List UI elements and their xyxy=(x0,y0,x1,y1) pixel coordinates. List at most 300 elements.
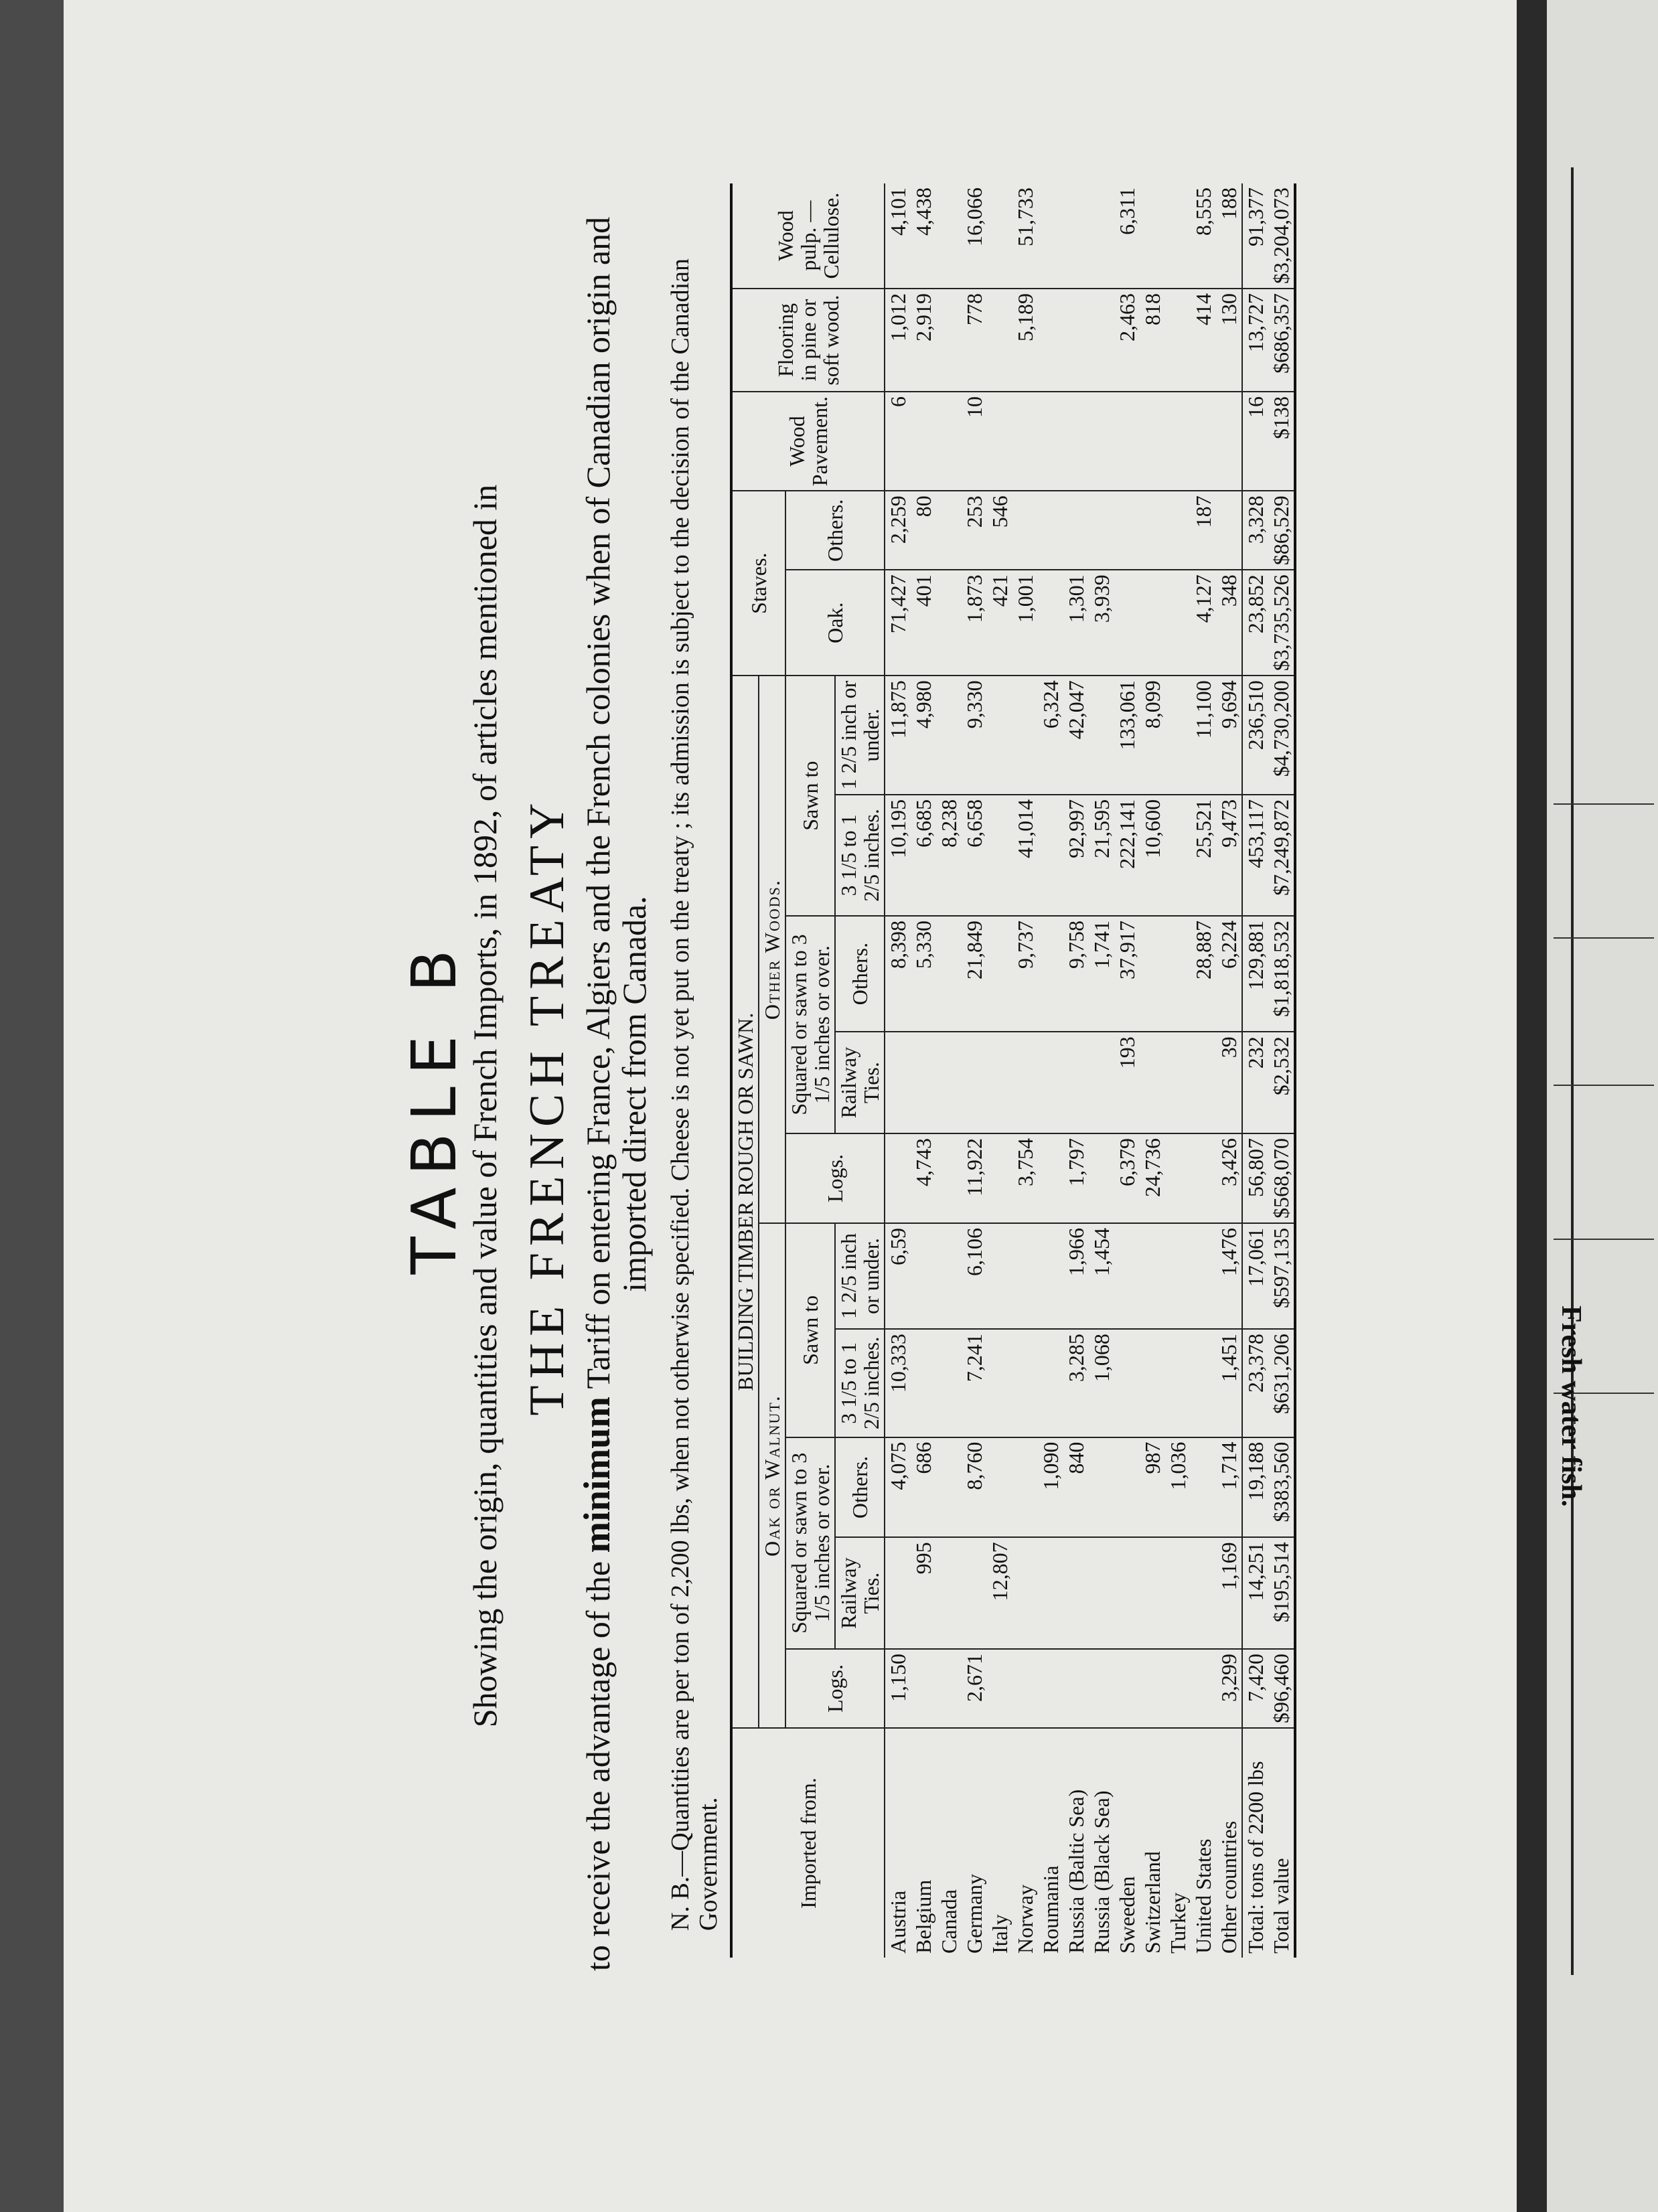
table-cell: 129,881 xyxy=(1242,916,1268,1032)
table-cell: 5,330 xyxy=(911,916,936,1032)
table-cell: 14,251 xyxy=(1242,1537,1268,1649)
table-row xyxy=(1191,183,1216,1958)
table-cell: 987 xyxy=(1140,1437,1165,1538)
table-cell: 232 xyxy=(1242,1032,1268,1133)
table-cell xyxy=(987,392,1012,491)
table-cell xyxy=(1012,491,1038,570)
table-cell: 686 xyxy=(911,1437,936,1538)
table-cell: 39 xyxy=(1216,1032,1242,1133)
table-cell xyxy=(1140,1032,1165,1133)
table-cell xyxy=(1038,795,1063,916)
table-cell xyxy=(987,676,1012,795)
table-cell xyxy=(936,1329,962,1437)
table-cell: 10,600 xyxy=(1140,795,1165,916)
table-cell xyxy=(1191,1032,1216,1133)
table-cell: 1,873 xyxy=(962,570,987,676)
table-cell: 2,259 xyxy=(885,491,911,570)
table-row xyxy=(1140,183,1165,1958)
header-wood-pulp: Wood pulp. — Cellulose. xyxy=(731,183,885,289)
advantage-bold: minimum xyxy=(577,1397,618,1553)
table-cell: 16,066 xyxy=(962,183,987,289)
advantage-line2: imported direct from Canada. xyxy=(615,896,653,1292)
table-cell: 71,427 xyxy=(885,570,911,676)
table-cell xyxy=(936,676,962,795)
table-cell: 4,980 xyxy=(911,676,936,795)
table-cell: 25,521 xyxy=(1191,795,1216,916)
header-staves: Staves. xyxy=(731,491,785,676)
table-cell: 1,454 xyxy=(1089,1223,1114,1329)
table-cell xyxy=(1114,1537,1140,1649)
table-cell: 133,061 xyxy=(1114,676,1140,795)
table-cell: 236,510 xyxy=(1242,676,1268,795)
table-cell: 2,671 xyxy=(962,1649,987,1728)
table-cell xyxy=(1114,1437,1140,1538)
table-cell: 421 xyxy=(987,570,1012,676)
row-label: Turkey xyxy=(1166,1892,1190,1954)
table-cell xyxy=(1165,1537,1191,1649)
table-cell: 414 xyxy=(1191,289,1216,392)
table-cell xyxy=(911,1032,936,1133)
table-cell: 1,301 xyxy=(1063,570,1089,676)
row-label: United States xyxy=(1191,1838,1215,1954)
table-cell: 51,733 xyxy=(1012,183,1038,289)
adjacent-page-rule xyxy=(1554,937,1654,939)
table-cell xyxy=(1165,916,1191,1032)
row-label: Total value xyxy=(1268,1728,1295,1958)
table-cell xyxy=(1038,1537,1063,1649)
table-cell: 6,106 xyxy=(962,1223,987,1329)
table-cell xyxy=(987,1437,1012,1538)
table-cell: 3,285 xyxy=(1063,1329,1089,1437)
table-cell: 6,658 xyxy=(962,795,987,916)
table-cell xyxy=(987,1329,1012,1437)
table-cell xyxy=(936,392,962,491)
table-cell: 818 xyxy=(1140,289,1165,392)
table-cell xyxy=(1089,491,1114,570)
table-cell: 21,849 xyxy=(962,916,987,1032)
table-cell xyxy=(1038,183,1063,289)
table-cell xyxy=(1191,1649,1216,1728)
table-cell: 12,807 xyxy=(987,1537,1012,1649)
adjacent-page-rule xyxy=(1554,1239,1654,1240)
table-cell xyxy=(885,1537,911,1649)
table-cell xyxy=(1165,289,1191,392)
advantage-post: Tariff on entering France, Algiers and the French colonies when of Canadian origin and xyxy=(579,216,617,1389)
table-cell: 130 xyxy=(1216,289,1242,392)
table-cell: 91,377 xyxy=(1242,183,1268,289)
table-cell: 17,061 xyxy=(1242,1223,1268,1329)
table-cell: 16 xyxy=(1242,392,1268,491)
table-cell: 10,195 xyxy=(885,795,911,916)
table-cell: 2,463 xyxy=(1114,289,1140,392)
advantage-text xyxy=(579,190,652,1998)
table-cell: 6,224 xyxy=(1216,916,1242,1032)
row-label: Roumania xyxy=(1039,1865,1063,1954)
table-cell: 6,685 xyxy=(911,795,936,916)
adjacent-page-rule xyxy=(1554,803,1654,805)
table-cell: 8,760 xyxy=(962,1437,987,1538)
table-cell: $631,206 xyxy=(1268,1329,1295,1437)
table-cell: 4,438 xyxy=(911,183,936,289)
header-oak-walnut: Oak or Walnut. xyxy=(759,1223,785,1728)
table-cell: 9,694 xyxy=(1216,676,1242,795)
table-cell xyxy=(962,1537,987,1649)
table-cell: 1,150 xyxy=(885,1649,911,1728)
col-imported-from: Imported from. xyxy=(731,1728,885,1958)
table-cell: 1,036 xyxy=(1165,1437,1191,1538)
page-title: TABLE B xyxy=(398,937,470,1275)
table-cell: 6,59 xyxy=(885,1223,911,1329)
header-squared: Squared or sawn to 3 1/5 inches or over. xyxy=(785,916,835,1133)
header-1-2-5: 1 2/5 inch or under. xyxy=(835,676,885,795)
row-label: Germany xyxy=(962,1873,986,1954)
table-cell xyxy=(1038,570,1063,676)
table-cell xyxy=(1165,570,1191,676)
table-row xyxy=(1114,183,1140,1958)
table-cell xyxy=(1165,1032,1191,1133)
header-squared: Squared or sawn to 3 1/5 inches or over. xyxy=(785,1437,835,1649)
table-cell xyxy=(987,1649,1012,1728)
table-cell: $195,514 xyxy=(1268,1537,1295,1649)
adjacent-page-heading: Fresh water fish. xyxy=(1556,1306,1586,1507)
rotated-document xyxy=(64,0,1517,2212)
table-cell: $86,529 xyxy=(1268,491,1295,570)
table-row xyxy=(1089,183,1114,1958)
table-cell xyxy=(936,1223,962,1329)
table-cell: 92,997 xyxy=(1063,795,1089,916)
table-cell xyxy=(1012,1537,1038,1649)
table-cell xyxy=(987,1133,1012,1223)
imports-table xyxy=(730,183,1296,1958)
table-cell: 840 xyxy=(1063,1437,1089,1538)
table-cell xyxy=(1165,183,1191,289)
table-cell: 42,047 xyxy=(1063,676,1089,795)
table-cell xyxy=(1140,570,1165,676)
table-cell: 10 xyxy=(962,392,987,491)
header-3-1-5: 3 1/5 to 1 2/5 inches. xyxy=(835,1329,885,1437)
table-row xyxy=(936,183,962,1958)
table-cell: 8,238 xyxy=(936,795,962,916)
table-cell: 546 xyxy=(987,491,1012,570)
table-cell: 4,101 xyxy=(885,183,911,289)
row-label: Total: tons of 2200 lbs xyxy=(1242,1728,1268,1958)
table-cell xyxy=(1038,916,1063,1032)
table-cell xyxy=(1114,392,1140,491)
table-cell xyxy=(936,1649,962,1728)
table-cell xyxy=(1140,183,1165,289)
table-cell xyxy=(1114,1649,1140,1728)
table-cell xyxy=(1114,1329,1140,1437)
table-cell xyxy=(1216,392,1242,491)
table-cell xyxy=(936,183,962,289)
table-cell: 4,743 xyxy=(911,1133,936,1223)
table-cell xyxy=(1191,1133,1216,1223)
table-cell xyxy=(1089,183,1114,289)
table-cell: 8,099 xyxy=(1140,676,1165,795)
table-cell xyxy=(1038,1032,1063,1133)
table-cell xyxy=(987,1032,1012,1133)
table-cell: 4,075 xyxy=(885,1437,911,1538)
header-railway-ties: Railway Ties. xyxy=(835,1032,885,1133)
table-cell: 23,852 xyxy=(1242,570,1268,676)
header-wood-pavement: Wood Pavement. xyxy=(731,392,885,491)
table-cell xyxy=(1038,1329,1063,1437)
table-cell xyxy=(987,289,1012,392)
table-cell xyxy=(1140,1537,1165,1649)
header-railway-ties: Railway Ties. xyxy=(835,1537,885,1649)
table-cell: 9,758 xyxy=(1063,916,1089,1032)
table-cell: 28,887 xyxy=(1191,916,1216,1032)
table-cell: 348 xyxy=(1216,570,1242,676)
header-staves-others: Others. xyxy=(785,491,885,570)
table-cell: 6,311 xyxy=(1114,183,1140,289)
table-cell: 10,333 xyxy=(885,1329,911,1437)
table-cell xyxy=(987,916,1012,1032)
table-cell: 37,917 xyxy=(1114,916,1140,1032)
table-cell xyxy=(987,795,1012,916)
table-row xyxy=(987,183,1012,1958)
adjacent-page-rule xyxy=(1571,167,1574,1975)
table-cell: 41,014 xyxy=(1012,795,1038,916)
header-building-timber: BUILDING TIMBER ROUGH OR SAWN. xyxy=(731,676,759,1728)
table-cell xyxy=(987,183,1012,289)
table-cell: 11,922 xyxy=(962,1133,987,1223)
table-cell xyxy=(1038,1649,1063,1728)
table-cell xyxy=(1089,1437,1114,1538)
table-cell: $2,532 xyxy=(1268,1032,1295,1133)
table-cell xyxy=(911,1223,936,1329)
table-cell xyxy=(1063,491,1089,570)
table-cell xyxy=(1089,676,1114,795)
table-cell xyxy=(1114,491,1140,570)
adjacent-page-rule xyxy=(1554,1085,1654,1086)
table-cell: $597,135 xyxy=(1268,1223,1295,1329)
table-cell: 1,090 xyxy=(1038,1437,1063,1538)
table-cell: $383,560 xyxy=(1268,1437,1295,1538)
table-cell: 1,476 xyxy=(1216,1223,1242,1329)
table-cell: 80 xyxy=(911,491,936,570)
treaty-heading: THE FRENCH TREATY xyxy=(520,796,575,1416)
table-cell: 9,473 xyxy=(1216,795,1242,916)
table-cell: 7,420 xyxy=(1242,1649,1268,1728)
table-cell: $4,730,200 xyxy=(1268,676,1295,795)
table-cell xyxy=(1012,1437,1038,1538)
table-row xyxy=(1038,183,1063,1958)
table-cell xyxy=(1038,392,1063,491)
table-cell: 13,727 xyxy=(1242,289,1268,392)
table-cell xyxy=(1140,1223,1165,1329)
table-cell: 3,939 xyxy=(1089,570,1114,676)
table-cell xyxy=(1165,1329,1191,1437)
table-cell: 187 xyxy=(1191,491,1216,570)
table-cell: 1,714 xyxy=(1216,1437,1242,1538)
table-cell: 453,117 xyxy=(1242,795,1268,916)
table-cell xyxy=(987,1223,1012,1329)
table-row xyxy=(1216,183,1242,1958)
table-cell xyxy=(1140,916,1165,1032)
table-cell xyxy=(1165,795,1191,916)
row-label: Austria xyxy=(886,1890,910,1954)
table-cell xyxy=(1191,392,1216,491)
table-cell xyxy=(1114,570,1140,676)
table-row xyxy=(1063,183,1089,1958)
table-cell xyxy=(1012,1223,1038,1329)
table-cell: 9,737 xyxy=(1012,916,1038,1032)
table-row xyxy=(1165,183,1191,1958)
table-cell: 1,169 xyxy=(1216,1537,1242,1649)
table-cell: $96,460 xyxy=(1268,1649,1295,1728)
table-cell: 995 xyxy=(911,1537,936,1649)
table-cell xyxy=(1089,1032,1114,1133)
advantage-pre: to receive the advantage of the xyxy=(579,1561,617,1972)
table-row xyxy=(885,183,911,1958)
header-others: Others. xyxy=(835,1437,885,1538)
header-sawn-to: Sawn to xyxy=(785,1223,835,1437)
table-cell: 401 xyxy=(911,570,936,676)
table-cell xyxy=(1089,392,1114,491)
table-cell xyxy=(1089,1133,1114,1223)
table-cell: 6,324 xyxy=(1038,676,1063,795)
row-label: Italy xyxy=(988,1914,1012,1954)
table-cell xyxy=(1191,1437,1216,1538)
header-1-2-5: 1 2/5 inch or under. xyxy=(835,1223,885,1329)
table-cell xyxy=(911,1649,936,1728)
header-other-woods: Other Woods. xyxy=(759,676,785,1223)
table-cell xyxy=(936,570,962,676)
table-cell: 5,189 xyxy=(1012,289,1038,392)
table-cell: 188 xyxy=(1216,183,1242,289)
table-cell: $686,357 xyxy=(1268,289,1295,392)
table-cell xyxy=(936,1437,962,1538)
table-cell: $7,249,872 xyxy=(1268,795,1295,916)
table-cell xyxy=(1114,1223,1140,1329)
table-cell: $138 xyxy=(1268,392,1295,491)
table-cell: 778 xyxy=(962,289,987,392)
table-cell xyxy=(1038,289,1063,392)
table-cell xyxy=(1140,1649,1165,1728)
table-cell xyxy=(1012,1649,1038,1728)
table-cell xyxy=(1063,289,1089,392)
table-cell: $3,735,526 xyxy=(1268,570,1295,676)
table-cell xyxy=(1140,392,1165,491)
row-label: Other countries xyxy=(1217,1820,1241,1954)
table-cell: 11,100 xyxy=(1191,676,1216,795)
table-row xyxy=(962,183,987,1958)
table-cell xyxy=(1165,392,1191,491)
header-others: Others. xyxy=(835,916,885,1032)
table-cell xyxy=(1165,491,1191,570)
row-label: Sweeden xyxy=(1115,1876,1139,1954)
table-cell: 1,797 xyxy=(1063,1133,1089,1223)
note-text: N. B.—Quantities are per ton of 2,200 lbs, when not otherwise specified. Cheese is not yet put on the treaty ; its admission is subject to the decision of the Canadian Government. xyxy=(666,258,723,1931)
table-cell: 4,127 xyxy=(1191,570,1216,676)
table-cell xyxy=(1063,1537,1089,1649)
table-cell xyxy=(1140,491,1165,570)
table-cell: 19,188 xyxy=(1242,1437,1268,1538)
table-cell xyxy=(1165,1649,1191,1728)
row-label: Russia (Baltic Sea) xyxy=(1064,1789,1088,1954)
table-cell: 1,001 xyxy=(1012,570,1038,676)
table-cell: 8,398 xyxy=(885,916,911,1032)
table-cell xyxy=(1191,1223,1216,1329)
table-cell xyxy=(1089,1537,1114,1649)
table-cell: 56,807 xyxy=(1242,1133,1268,1223)
table-row xyxy=(1242,183,1268,1958)
table-cell xyxy=(1012,1329,1038,1437)
table-cell: $3,204,073 xyxy=(1268,183,1295,289)
table-row xyxy=(1012,183,1038,1958)
table-cell xyxy=(936,1537,962,1649)
table-cell: 11,875 xyxy=(885,676,911,795)
table-cell xyxy=(911,1329,936,1437)
header-logs: Logs. xyxy=(785,1133,885,1223)
header-3-1-5: 3 1/5 to 1 2/5 inches. xyxy=(835,795,885,916)
table-cell xyxy=(936,916,962,1032)
table-cell xyxy=(936,289,962,392)
table-cell xyxy=(1216,491,1242,570)
table-cell: 7,241 xyxy=(962,1329,987,1437)
table-cell xyxy=(1089,1649,1114,1728)
table-cell xyxy=(1012,676,1038,795)
table-cell: 2,919 xyxy=(911,289,936,392)
table-cell: $1,818,532 xyxy=(1268,916,1295,1032)
table-cell: 21,595 xyxy=(1089,795,1114,916)
table-cell xyxy=(1063,1649,1089,1728)
table-cell: $568,070 xyxy=(1268,1133,1295,1223)
row-label: Switzerland xyxy=(1140,1851,1164,1954)
table-cell xyxy=(1140,1329,1165,1437)
header-staves-oak: Oak. xyxy=(785,570,885,676)
header-sawn-to: Sawn to xyxy=(785,676,835,916)
table-cell xyxy=(1063,183,1089,289)
table-cell: 3,754 xyxy=(1012,1133,1038,1223)
table-cell xyxy=(962,1032,987,1133)
table-cell xyxy=(1012,1032,1038,1133)
table-cell xyxy=(1165,676,1191,795)
adjacent-page-fragment xyxy=(1547,0,1658,2212)
table-cell xyxy=(1063,392,1089,491)
table-cell: 253 xyxy=(962,491,987,570)
table-row xyxy=(911,183,936,1958)
table-cell: 222,141 xyxy=(1114,795,1140,916)
row-label: Russia (Black Sea) xyxy=(1089,1790,1114,1954)
table-cell xyxy=(911,392,936,491)
table-cell: 6 xyxy=(885,392,911,491)
table-cell xyxy=(1191,1537,1216,1649)
table-body xyxy=(885,183,1295,1958)
table-cell: 1,741 xyxy=(1089,916,1114,1032)
table-cell: 8,555 xyxy=(1191,183,1216,289)
table-cell xyxy=(885,1133,911,1223)
table-cell: 23,378 xyxy=(1242,1329,1268,1437)
table-cell: 9,330 xyxy=(962,676,987,795)
table-cell xyxy=(885,1032,911,1133)
table-cell xyxy=(1089,289,1114,392)
table-cell: 1,068 xyxy=(1089,1329,1114,1437)
header-flooring: Flooring in pine or soft wood. xyxy=(731,289,885,392)
table-cell xyxy=(936,1133,962,1223)
table-cell xyxy=(936,491,962,570)
table-cell: 1,451 xyxy=(1216,1329,1242,1437)
table-cell: 193 xyxy=(1114,1032,1140,1133)
table-cell xyxy=(1038,1133,1063,1223)
table-cell: 3,328 xyxy=(1242,491,1268,570)
table-cell xyxy=(1012,392,1038,491)
table-cell xyxy=(1165,1133,1191,1223)
table-cell xyxy=(1038,1223,1063,1329)
table-cell: 6,379 xyxy=(1114,1133,1140,1223)
table-row xyxy=(1268,183,1295,1958)
